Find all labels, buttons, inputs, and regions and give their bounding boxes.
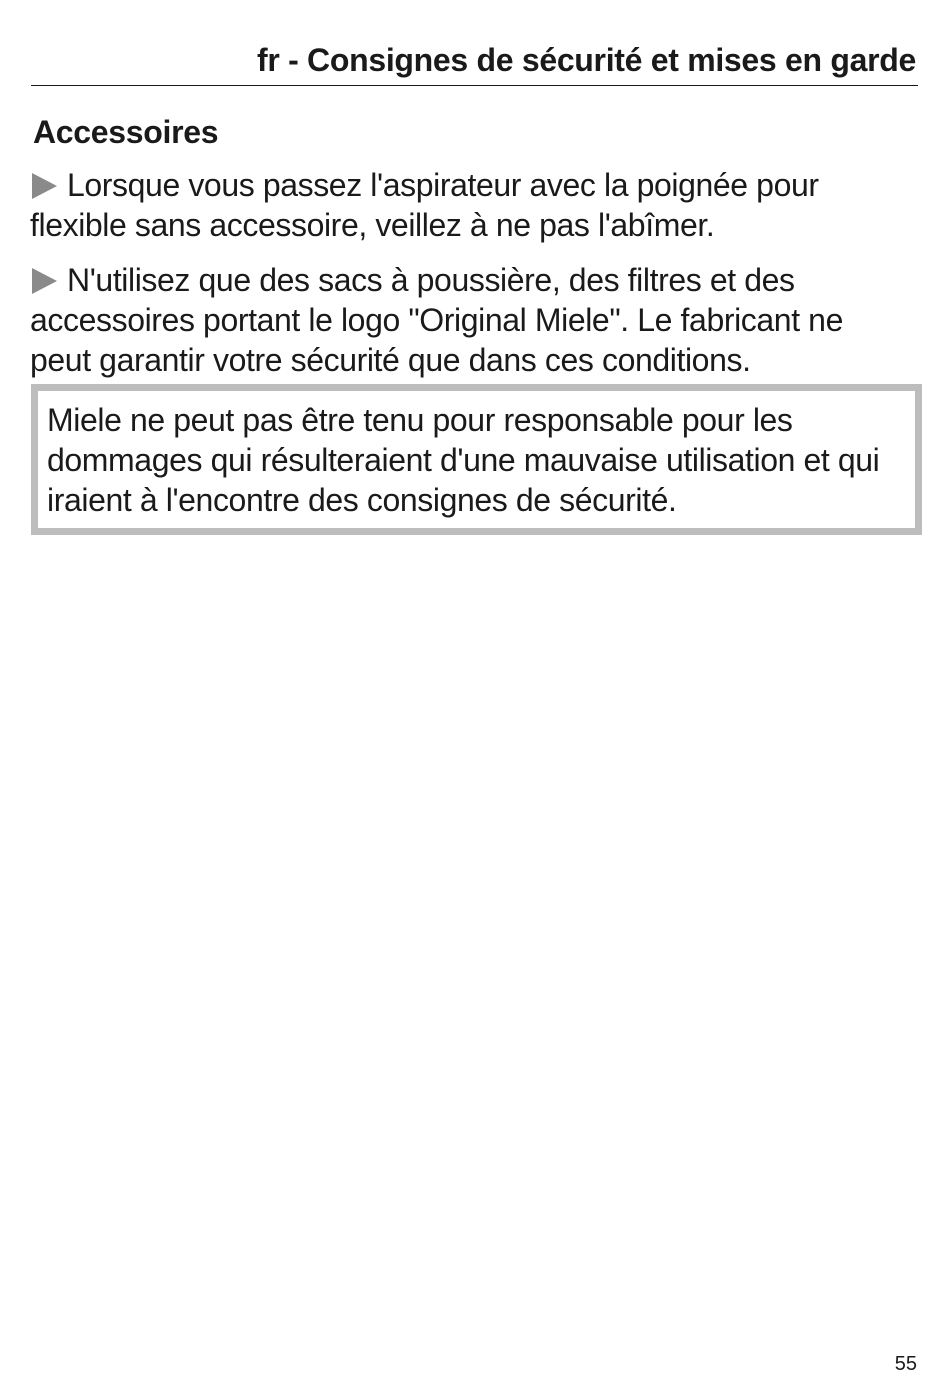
triangle-bullet-icon — [32, 173, 57, 199]
liability-notice-text: Miele ne peut pas être tenu pour responsable pour les dommages qui résulteraient d'une mauvaise utilisation et qui iraient à l'encontre des consignes de sécurité. — [47, 402, 880, 518]
safety-instruction-2 — [30, 260, 910, 380]
section-heading: Accessoires — [33, 114, 219, 150]
safety-instruction-1 — [30, 165, 910, 245]
page-number: 55 — [894, 1353, 917, 1375]
instruction-text: Lorsque vous passez l'aspirateur avec la poignée pour flexible sans accessoire, veillez à ne pas l'abîmer. — [30, 167, 819, 243]
instruction-text: N'utilisez que des sacs à poussière, des filtres et des accessoires portant le logo "Original Miele". Le fabricant ne peut garantir votre sécurité que dans ces conditions. — [30, 262, 843, 378]
page-title: fr - Consignes de sécurité et mises en garde — [256, 42, 916, 78]
liability-notice-box — [31, 384, 922, 535]
page-header — [31, 40, 918, 86]
triangle-bullet-icon — [32, 268, 57, 294]
